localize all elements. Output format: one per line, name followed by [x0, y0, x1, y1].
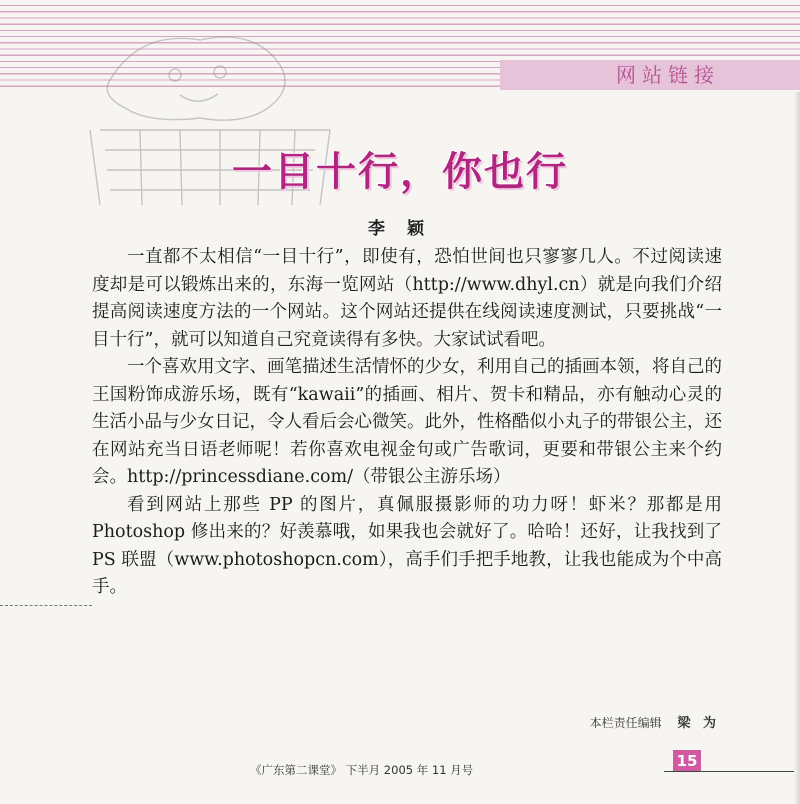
footer-rule: [664, 771, 800, 772]
editor-credit: [590, 712, 720, 731]
article-body: [92, 244, 722, 602]
publication-footer: 《广东第二课堂》 下半月 2005 年 11 月号: [250, 763, 474, 777]
dashed-divider: [0, 605, 92, 607]
paragraph: 一个喜欢用文字、画笔描述生活情怀的少女，利用自己的插画本领，将自己的王国粉饰成游乐场，既有“kawaii”的插画、相片、贺卡和精品，亦有触动心灵的生活小品与少女日记，令人看后会心微笑。此外，性格酷似小丸子的带银公主，还在网站充当日语老师呢！若你喜欢电视金句或广告歌词，更要和带银公主来个约会。http://princessdiane.com/（带银公主游乐场）: [92, 357, 722, 487]
article-author: 李 颖: [368, 219, 432, 239]
editor-label: 本栏责任编辑: [589, 716, 662, 730]
page-number: 15: [673, 750, 701, 772]
paragraph: 一直都不太相信“一目十行”，即使有，恐怕世间也只寥寥几人。不过阅读速度却是可以锻炼出来的，东海一览网站（http://www.dhyl.cn）就是向我们介绍提高阅读速度方法的一个网站。这个网站还提供在线阅读速度测试，只要挑战“一目十行”，就可以知道自己究竟读得有多快。大家试试看吧。: [92, 247, 722, 350]
page-edge-shadow: [794, 92, 800, 804]
editor-name: 梁 为: [677, 716, 720, 731]
section-title: 网站链接: [616, 63, 720, 87]
paragraph: 看到网站上那些 PP 的图片，真佩服摄影师的功力呀！虾米？那都是用 Photoshop 修出来的？好羡慕哦，如果我也会就好了。哈哈！还好，让我找到了 PS 联盟（www.photoshopcn.com），高手们手把手地教，让我也能成为个中高手。: [92, 494, 722, 597]
article-headline: 一目十行，你也行: [232, 149, 568, 195]
